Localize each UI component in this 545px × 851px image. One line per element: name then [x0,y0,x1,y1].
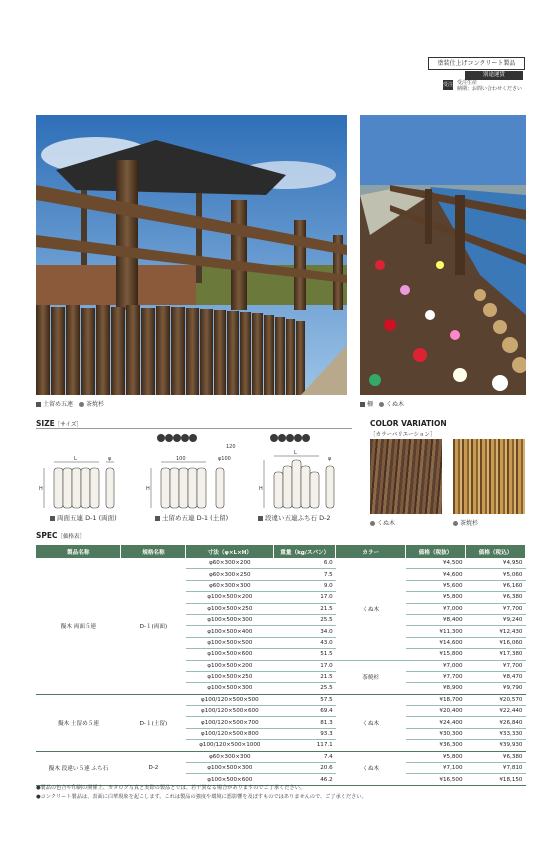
caption-square-icon [360,402,365,407]
swatch-kunugi-label: くぬ木 [370,518,395,527]
size-item-2-label: 土留め五連 D-1 (土留) [155,513,228,522]
color-section-subtitle: ［カラーバリエーション］ [370,432,436,438]
table-row: φ100×500×600 51.5 ¥15,800 ¥17,380 [36,649,526,660]
table-row: φ60×300×250 7.5 ¥4,600 ¥5,060 [36,569,526,580]
col-header: 価格（税抜） [406,545,466,558]
left-photo-caption: 土留め五連 茶焼杉 [36,399,104,408]
freight-tag: 別途運賃 [465,71,523,80]
made-to-order-icon: 受注 [443,82,454,88]
dim-H: H [146,486,150,492]
caption-dot-icon [379,402,384,407]
divider [36,428,352,429]
table-row: φ100/120×500×800 93.3 ¥30,300 ¥33,330 [36,728,526,739]
color-section-title: COLOR VARIATION [370,419,447,428]
caption-square-icon [155,516,160,521]
col-header: 規格名称 [121,545,186,558]
caption-square-icon [258,516,263,521]
color-cell: くぬ木 [336,751,406,785]
table-row: φ100×500×300 25.5 ¥8,900 ¥9,790 [36,683,526,694]
table-row: φ100/120×500×1000 117.1 ¥36,300 ¥39,930 [36,740,526,751]
category-label: 塗装仕上げコンクリート製品 [428,57,525,70]
product-code: D-2 [121,751,186,785]
dim-H: H [39,486,43,492]
product-code: D-１(両面) [121,558,186,694]
col-header: 価格（税込） [466,545,526,558]
dim-phi: φ [108,456,112,462]
table-row: φ100×500×200 17.0 茶焼杉 ¥7,000 ¥7,700 [36,660,526,671]
col-header: カラー [336,545,406,558]
delivery-note: 受注生産 納期：お問い合わせください [457,80,523,92]
dim-phi100: φ100 [218,456,231,462]
color-cell: 茶焼杉 [336,660,406,694]
swatch-chayakisugi-label: 茶焼杉 [453,518,478,527]
table-header-row [36,545,526,558]
table-row: φ100×500×250 21.5 ¥7,700 ¥8,470 [36,671,526,682]
size-item-1-label: 両面五連 D-1 (両面) [50,513,117,522]
price-table [36,545,526,786]
product-name: 擬木 土留め５連 [36,694,121,751]
dim-120: 120 [226,444,236,450]
table-row: φ60×300×300 9.0 ¥5,600 ¥6,160 [36,580,526,591]
dim-phi: φ [328,456,332,462]
photo-flowerbed-rail [360,115,526,395]
dim-L: L [74,456,77,462]
right-photo-caption: 柵 くぬ木 [360,399,404,408]
photo-gazebo-fence [36,115,347,395]
table-row: φ100×500×300 25.5 ¥8,400 ¥9,240 [36,614,526,625]
spec-section-title: SPEC［価格表］ [36,531,86,540]
caption-dot-icon [453,521,458,526]
caption-dot-icon [79,402,84,407]
table-row: 擬木 土留め５連 D-１(土留) φ100/120×500×500 57.5 くぬ木 ¥18,700 ¥20,570 [36,694,526,705]
table-row: φ100/120×500×600 69.4 ¥20,400 ¥22,440 [36,706,526,717]
table-row: φ100×500×200 17.0 ¥5,800 ¥6,380 [36,592,526,603]
product-code: D-１(土留) [121,694,186,751]
dim-L: L [294,450,297,456]
swatch-kunugi [370,439,442,514]
table-row: φ100×500×400 34.0 ¥11,300 ¥12,430 [36,626,526,637]
dim-H: H [259,486,263,492]
color-cell: くぬ木 [336,558,406,660]
table-row: 擬木 段違い５連 ふち石 D-2 φ60×300×300 7.4 くぬ木 ¥5,800 ¥6,380 [36,751,526,762]
dim-100: 100 [176,456,186,462]
footnote-color: ●製品の色合や印刷の関係上、カタログ写真と実際の製品とでは、若干異なる場合がありますのでご了承ください。 [36,785,306,791]
caption-dot-icon [370,521,375,526]
table-row: φ100×500×500 43.0 ¥14,600 ¥16,060 [36,637,526,648]
table-row: φ100×500×250 21.5 ¥7,000 ¥7,700 [36,603,526,614]
product-name: 擬木 両面５連 [36,558,121,694]
product-name: 擬木 段違い５連 ふち石 [36,751,121,785]
footnote-efflorescence: ●コンクリート製品は、表面に白華現象を起こします。これは製品の強度や環境に悪影響を及ぼすものではありませんので、ご了承ください。 [36,794,367,800]
table-row: 擬木 両面５連 D-１(両面) φ60×300×200 6.0 くぬ木 ¥4,500 ¥4,950 [36,558,526,569]
size-section-title: SIZE［サイズ］ [36,419,82,428]
col-header: 重量（kg/スパン） [274,545,336,558]
col-header: 製品名称 [36,545,121,558]
col-header: 寸法（φ×L×H） [186,545,274,558]
swatch-chayakisugi [453,439,525,514]
caption-square-icon [36,402,41,407]
table-row: φ100/120×500×700 81.3 ¥24,400 ¥26,840 [36,717,526,728]
color-cell: くぬ木 [336,694,406,751]
table-row: φ100×500×600 46.2 ¥16,500 ¥18,150 [36,774,526,785]
table-row: φ100×500×300 20.6 ¥7,100 ¥7,810 [36,763,526,774]
caption-square-icon [50,516,55,521]
size-item-3-label: 段違い五連ふち石 D-2 [258,513,331,522]
